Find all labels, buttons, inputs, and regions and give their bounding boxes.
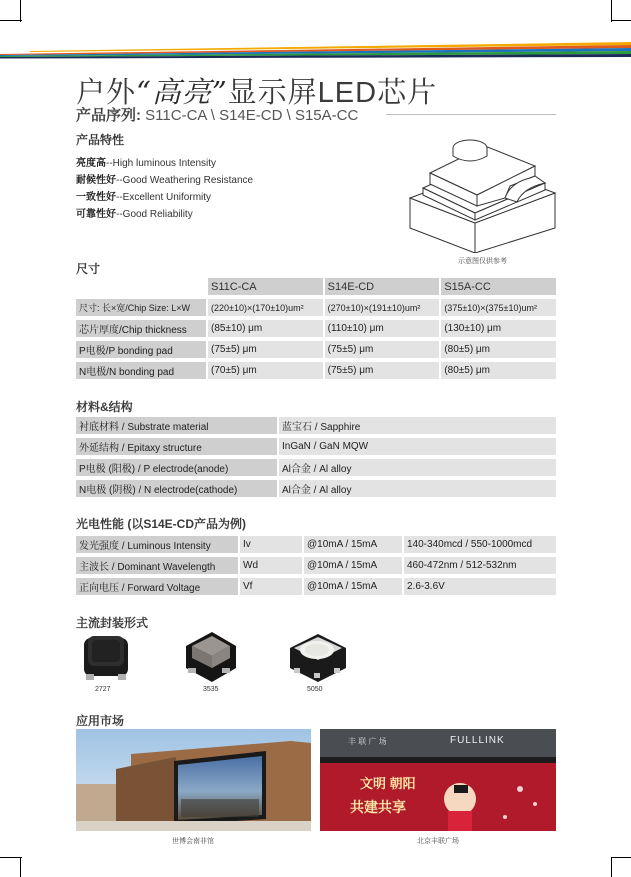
table-row: N电极 (阴极) / N electrode(cathode) Al合金 / Al alloy — [76, 480, 556, 497]
photo-banner-line1: 文明 朝阳 — [360, 776, 416, 791]
optical-table — [76, 532, 556, 599]
table-row: 主波长 / Dominant Wavelength Wd @10mA / 15mA 460-472nm / 512-532nm — [76, 557, 556, 574]
product-series: 产品序列: S11C-CA \ S14E-CD \ S15A-CC — [76, 107, 359, 124]
photo-banner-line2: 共建共享 — [350, 799, 406, 815]
table-row: 外延结构 / Epitaxy structure InGaN / GaN MQW — [76, 438, 556, 455]
package-5050-image — [286, 628, 348, 684]
package-label: 2727 — [95, 686, 111, 693]
crop-mark — [20, 857, 21, 877]
photo-sign-right: FULLLINK — [450, 735, 505, 746]
header-color-stripes — [0, 42, 631, 60]
materials-heading: 材料&结构 — [76, 400, 133, 414]
page-title: 户外“高亮”显示屏LED芯片 — [76, 75, 438, 109]
photo-sign-left: 丰 联 广 场 — [348, 737, 387, 746]
crop-mark — [20, 0, 21, 22]
features-heading: 产品特性 — [76, 133, 125, 147]
packages-heading: 主流封装形式 — [76, 616, 149, 630]
crop-mark — [0, 20, 22, 21]
dimensions-heading: 尺寸 — [76, 262, 101, 276]
diagram-caption: 示意图仅供参考 — [458, 258, 507, 265]
package-3535-image — [182, 628, 238, 684]
feature-item: 一致性好--Excellent Uniformity — [76, 192, 212, 203]
applications-heading: 应用市场 — [76, 714, 125, 728]
feature-item: 亮度高--High luminous Intensity — [76, 158, 217, 169]
chip-structure-diagram — [405, 128, 560, 253]
column-header: S15A-CC — [439, 278, 556, 295]
table-row: P电极/P bonding pad (75±5) μm (75±5) μm (80±5) μm — [76, 341, 556, 358]
crop-mark — [611, 857, 612, 877]
package-label: 5050 — [307, 686, 323, 693]
table-row: P电极 (阳极) / P electrode(anode) Al合金 / Al alloy — [76, 459, 556, 476]
column-header: S11C-CA — [206, 278, 323, 295]
table-row: 芯片厚度/Chip thickness (85±10) μm (110±10) μm (130±10) μm — [76, 320, 556, 337]
application-photo-fulllink-plaza — [320, 729, 556, 831]
table-row: N电极/N bonding pad (70±5) μm (75±5) μm (80±5) μm — [76, 362, 556, 379]
crop-mark — [611, 20, 631, 21]
feature-item: 耐候性好--Good Weathering Resistance — [76, 175, 254, 186]
title-highlight: “高亮” — [136, 75, 228, 109]
application-photo-south-africa-pavilion — [76, 729, 311, 831]
materials-table — [76, 413, 556, 501]
column-header: S14E-CD — [323, 278, 440, 295]
photo-caption: 北京丰联广场 — [417, 838, 459, 845]
table-row: 发光强度 / Luminous Intensity Iv @10mA / 15mA 140-340mcd / 550-1000mcd — [76, 536, 556, 553]
divider — [386, 114, 556, 115]
package-label: 3535 — [203, 686, 219, 693]
table-row: 衬底材料 / Substrate material 蓝宝石 / Sapphire — [76, 417, 556, 434]
table-row: 尺寸: 长×宽/Chip Size: L×W (220±10)×(170±10)um² (270±10)×(191±10)um² (375±10)×(375±10)um² — [76, 299, 556, 316]
crop-mark — [0, 857, 22, 858]
crop-mark — [611, 0, 612, 22]
optical-heading: 光电性能 (以S14E-CD产品为例) — [76, 517, 247, 531]
feature-item: 可靠性好--Good Reliability — [76, 209, 193, 220]
photo-caption: 世博会南非馆 — [172, 838, 214, 845]
table-row: 正向电压 / Forward Voltage Vf @10mA / 15mA 2.6-3.6V — [76, 578, 556, 595]
crop-mark — [611, 857, 631, 858]
table-header-row — [76, 278, 556, 295]
package-2727-image — [82, 632, 130, 684]
dimensions-table — [76, 274, 556, 383]
